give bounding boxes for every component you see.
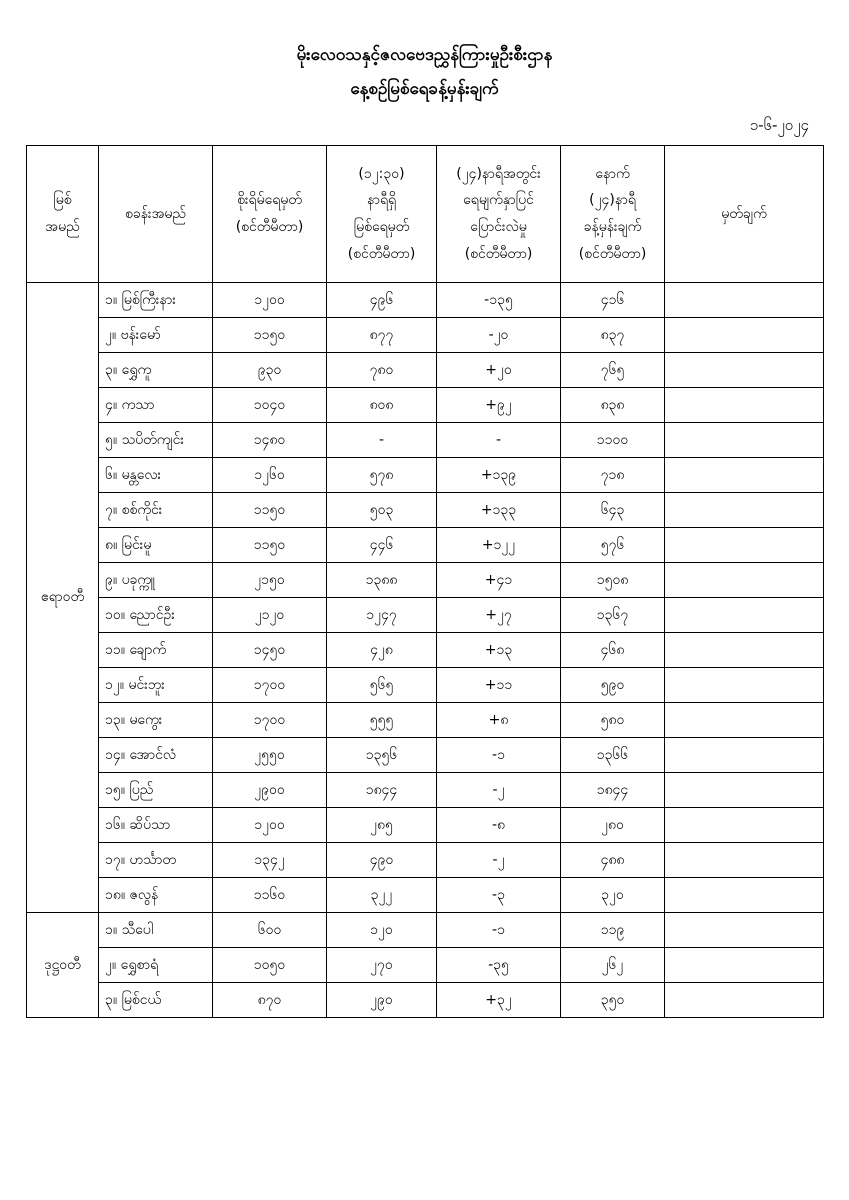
level-change-cell: +၁၃၃	[437, 493, 561, 528]
col-change-header-line: (စင်တီမီတာ)	[464, 245, 533, 262]
table-row	[27, 598, 824, 633]
current-level-cell: ၂၇၀	[327, 948, 437, 983]
river-level-table	[26, 145, 824, 1018]
station-cell: ၁၃။ မကွေး	[99, 703, 213, 738]
forecast-cell: ၂၆၂	[561, 948, 665, 983]
forecast-cell: ၃၅၀	[561, 983, 665, 1018]
report-title: နေ့စဉ်မြစ်ရေခန့်မှန်းချက်	[350, 79, 499, 99]
forecast-cell: ၁၃၆၆	[561, 738, 665, 773]
level-change-cell: +၁၁	[437, 668, 561, 703]
current-level-cell: ၄၉၆	[327, 283, 437, 318]
level-change-cell: +၁၃၉	[437, 458, 561, 493]
station-cell: ၁၈။ ဇလွန်	[99, 878, 213, 913]
table-row	[27, 633, 824, 668]
forecast-cell: ၄၁၆	[561, 283, 665, 318]
remark-cell	[665, 423, 824, 458]
col-danger-header-line: စိုးရိမ်ရေမှတ်	[237, 192, 302, 209]
col-forecast-header-line: ခန့်မှန်းချက်	[583, 219, 642, 235]
level-change-cell: +၈	[437, 703, 561, 738]
station-cell: ၂။ ရွှေစာရံ	[99, 948, 213, 983]
level-change-cell: -၈	[437, 808, 561, 843]
col-current-header-line: မြစ်ရေမှတ်	[353, 219, 410, 235]
table-row	[27, 668, 824, 703]
table-row	[27, 353, 824, 388]
current-level-cell: ၂၉၀	[327, 983, 437, 1018]
danger-level-cell: ၁၂၀၀	[213, 808, 327, 843]
danger-level-cell: ၂၁၂၀	[213, 598, 327, 633]
danger-level-cell: ၉၃၀	[213, 353, 327, 388]
current-level-cell: ၁၂၄၇	[327, 598, 437, 633]
station-cell: ၁၀။ ညောင်ဦး	[99, 598, 213, 633]
danger-level-cell: ၂၁၅၀	[213, 563, 327, 598]
col-remark-header-line: မှတ်ချက်	[721, 205, 767, 222]
col-danger-level-header	[213, 146, 327, 283]
remark-cell	[665, 283, 824, 318]
station-cell: ၂။ ဗန်းမော်	[99, 318, 213, 353]
level-change-cell: -၃	[437, 878, 561, 913]
forecast-cell: ၁၈၄၄	[561, 773, 665, 808]
danger-level-cell: ၁၇၀၀	[213, 668, 327, 703]
river-name-cell: ဒုဋ္ဌဝတီ	[27, 913, 99, 1018]
level-change-cell: +၁၂၂	[437, 528, 561, 563]
station-cell: ၁၂။ မင်းဘူး	[99, 668, 213, 703]
current-level-cell: ၈၇၇	[327, 318, 437, 353]
station-cell: ၉။ ပခုက္ကူ	[99, 563, 213, 598]
table-row	[27, 458, 824, 493]
current-level-cell: ၄၂၈	[327, 633, 437, 668]
remark-cell	[665, 808, 824, 843]
forecast-cell: ၅၇၆	[561, 528, 665, 563]
current-level-cell: ၄၄၆	[327, 528, 437, 563]
table-row	[27, 773, 824, 808]
col-forecast-header	[561, 146, 665, 283]
report-date: ၁-၆-၂၀၂၄	[749, 116, 809, 134]
danger-level-cell: ၈၇၀	[213, 983, 327, 1018]
col-river-header	[27, 146, 99, 283]
col-change-header-line: ပြောင်းလဲမှု	[470, 219, 527, 235]
level-change-cell: +၃၂	[437, 983, 561, 1018]
col-current-header-line: နာရီရှိ	[366, 192, 397, 209]
danger-level-cell: ၁၁၅၀	[213, 528, 327, 563]
col-change-header-line: (၂၄)နာရီအတွင်း	[456, 165, 541, 182]
station-cell: ၃။ ရွှေကူ	[99, 353, 213, 388]
col-forecast-header-line: နောက်	[595, 165, 630, 182]
table-row	[27, 878, 824, 913]
remark-cell	[665, 633, 824, 668]
station-cell: ၁၆။ ဆိပ်သာ	[99, 808, 213, 843]
header-row	[27, 146, 824, 283]
station-cell: ၈။ မြင်းမူ	[99, 528, 213, 563]
current-level-cell: ၅၇၈	[327, 458, 437, 493]
remark-cell	[665, 458, 824, 493]
danger-level-cell: ၁၂၀၀	[213, 283, 327, 318]
forecast-cell: ၆၄၃	[561, 493, 665, 528]
col-river-header-line: အမည်	[45, 219, 80, 235]
remark-cell	[665, 528, 824, 563]
table-row	[27, 318, 824, 353]
table-row	[27, 913, 824, 948]
remark-cell	[665, 983, 824, 1018]
forecast-cell: ၈၃၈	[561, 388, 665, 423]
col-station-header	[99, 146, 213, 283]
table-row	[27, 423, 824, 458]
remark-cell	[665, 913, 824, 948]
remark-cell	[665, 738, 824, 773]
danger-level-cell: ၁၃၄၂	[213, 843, 327, 878]
forecast-cell: ၈၃၇	[561, 318, 665, 353]
level-change-cell: -	[437, 423, 561, 458]
col-change-header	[437, 146, 561, 283]
forecast-cell: ၃၂၀	[561, 878, 665, 913]
forecast-cell: ၄၆၈	[561, 633, 665, 668]
level-change-cell: -၁၃၅	[437, 283, 561, 318]
col-river-header-line: မြစ်	[53, 192, 72, 209]
remark-cell	[665, 703, 824, 738]
station-cell: ၁။ သီပေါ	[99, 913, 213, 948]
current-level-cell: ၈၀၈	[327, 388, 437, 423]
danger-level-cell: ၁၀၄၀	[213, 388, 327, 423]
current-level-cell: ၄၉၀	[327, 843, 437, 878]
remark-cell	[665, 598, 824, 633]
level-change-cell: +၄၁	[437, 563, 561, 598]
level-change-cell: +၁၃	[437, 633, 561, 668]
remark-cell	[665, 948, 824, 983]
station-cell: ၇။ စစ်ကိုင်း	[99, 493, 213, 528]
table-row	[27, 528, 824, 563]
current-level-cell: ၃၂၂	[327, 878, 437, 913]
current-level-cell: ၁၃၅၆	[327, 738, 437, 773]
table-row	[27, 283, 824, 318]
col-current-level-header	[327, 146, 437, 283]
current-level-cell: -	[327, 423, 437, 458]
station-cell: ၄။ ကသာ	[99, 388, 213, 423]
station-cell: ၁၇။ ဟင်္သာတ	[99, 843, 213, 878]
col-forecast-header-line: (စင်တီမီတာ)	[578, 245, 647, 262]
level-change-cell: +၉၂	[437, 388, 561, 423]
forecast-cell: ၄၈၈	[561, 843, 665, 878]
forecast-cell: ၁၅၀၈	[561, 563, 665, 598]
forecast-cell: ၁၁၉	[561, 913, 665, 948]
table-row	[27, 703, 824, 738]
level-change-cell: +၂၇	[437, 598, 561, 633]
forecast-cell: ၅၉၀	[561, 668, 665, 703]
col-current-header-line: (၁၂:၃၀)	[358, 165, 405, 182]
table-row	[27, 808, 824, 843]
station-cell: ၁။ မြစ်ကြီးနား	[99, 283, 213, 318]
col-remark-header	[665, 146, 824, 283]
forecast-cell: ၁၃၆၇	[561, 598, 665, 633]
remark-cell	[665, 388, 824, 423]
station-cell: ၁၁။ ချောက်	[99, 633, 213, 668]
danger-level-cell: ၁၀၅၀	[213, 948, 327, 983]
danger-level-cell: ၆၀၀	[213, 913, 327, 948]
station-cell: ၁၅။ ပြည်	[99, 773, 213, 808]
danger-level-cell: ၁၂၆၀	[213, 458, 327, 493]
station-cell: ၅။ သပိတ်ကျင်း	[99, 423, 213, 458]
agency-title: မိုးလေဝသနှင့်ဇလဗေဒညွှန်ကြားမှုဦးစီးဌာန	[296, 45, 553, 65]
remark-cell	[665, 843, 824, 878]
col-station-header-line: စခန်းအမည်	[125, 205, 186, 222]
current-level-cell: ၅၀၃	[327, 493, 437, 528]
level-change-cell: -၁	[437, 738, 561, 773]
col-current-header-line: (စင်တီမီတာ)	[347, 245, 416, 262]
table-row	[27, 843, 824, 878]
level-change-cell: -၁	[437, 913, 561, 948]
remark-cell	[665, 668, 824, 703]
col-danger-header-line: (စင်တီမီတာ)	[235, 219, 304, 235]
current-level-cell: ၅၆၅	[327, 668, 437, 703]
level-change-cell: -၂၀	[437, 318, 561, 353]
table-row	[27, 388, 824, 423]
remark-cell	[665, 353, 824, 388]
station-cell: ၃။ မြစ်ငယ်	[99, 983, 213, 1018]
danger-level-cell: ၂၅၅၀	[213, 738, 327, 773]
danger-level-cell: ၁၁၅၀	[213, 318, 327, 353]
station-cell: ၁၄။ အောင်လံ	[99, 738, 213, 773]
danger-level-cell: ၁၇၀၀	[213, 703, 327, 738]
forecast-cell: ၁၁၀၀	[561, 423, 665, 458]
remark-cell	[665, 493, 824, 528]
table-body	[27, 283, 824, 1018]
current-level-cell: ၅၅၅	[327, 703, 437, 738]
danger-level-cell: ၁၁၆၀	[213, 878, 327, 913]
river-name-cell: ဧရာဝတီ	[27, 283, 99, 913]
remark-cell	[665, 878, 824, 913]
current-level-cell: ၁၈၄၄	[327, 773, 437, 808]
level-change-cell: -၂	[437, 843, 561, 878]
remark-cell	[665, 563, 824, 598]
current-level-cell: ၁၂၀	[327, 913, 437, 948]
forecast-cell: ၇၁၈	[561, 458, 665, 493]
col-change-header-line: ရေမျက်နှာပြင်	[463, 192, 534, 209]
danger-level-cell: ၁၄၅၀	[213, 633, 327, 668]
remark-cell	[665, 318, 824, 353]
table-row	[27, 983, 824, 1018]
current-level-cell: ၁၃၈၈	[327, 563, 437, 598]
danger-level-cell: ၂၉၀၀	[213, 773, 327, 808]
current-level-cell: ၂၈၅	[327, 808, 437, 843]
forecast-cell: ၅၈၀	[561, 703, 665, 738]
level-change-cell: +၂၀	[437, 353, 561, 388]
table-row	[27, 493, 824, 528]
station-cell: ၆။ မန္တလေး	[99, 458, 213, 493]
danger-level-cell: ၁၁၅၀	[213, 493, 327, 528]
forecast-cell: ၇၆၅	[561, 353, 665, 388]
table-row	[27, 738, 824, 773]
level-change-cell: -၂	[437, 773, 561, 808]
level-change-cell: -၃၅	[437, 948, 561, 983]
forecast-cell: ၂၈၀	[561, 808, 665, 843]
table-row	[27, 948, 824, 983]
col-forecast-header-line: (၂၄)နာရီ	[589, 192, 636, 209]
danger-level-cell: ၁၄၈၀	[213, 423, 327, 458]
remark-cell	[665, 773, 824, 808]
table-row	[27, 563, 824, 598]
current-level-cell: ၇၈၀	[327, 353, 437, 388]
